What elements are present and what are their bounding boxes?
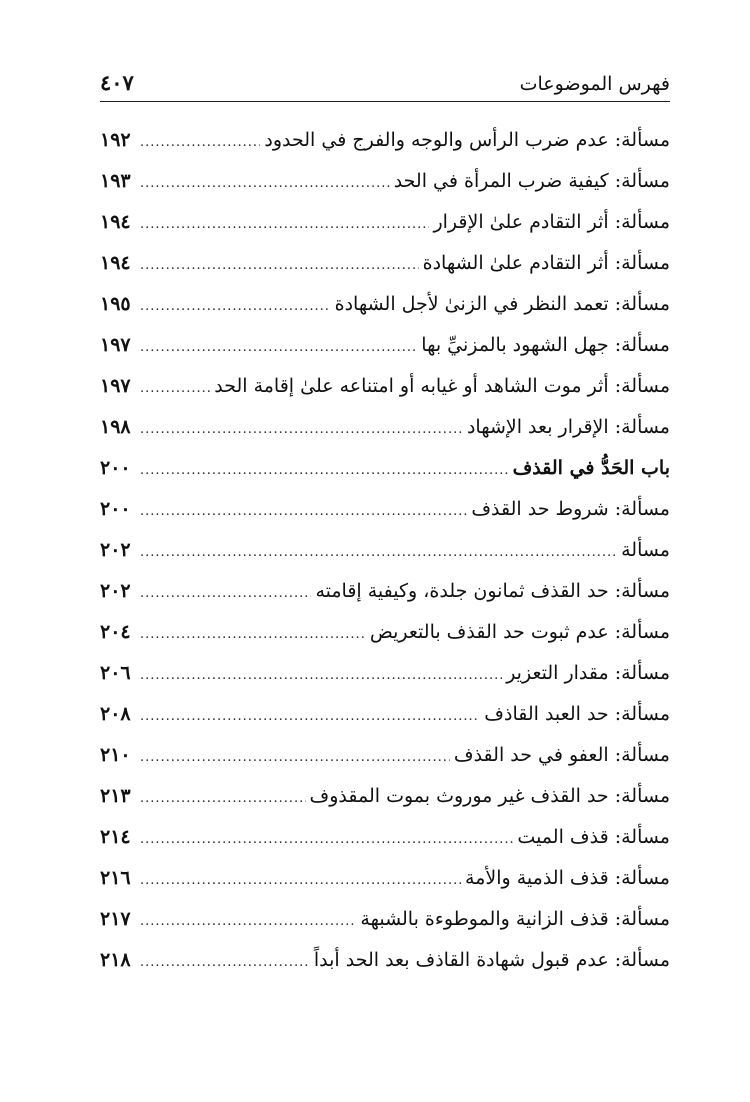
toc-entry (100, 653, 670, 694)
toc-entry (100, 243, 670, 284)
toc-entry-page: ٢٠٢ (100, 580, 131, 602)
toc-entry-title: مسألة: جهل الشهود بالمزنيِّ بها (421, 334, 670, 356)
toc-entry-title: مسألة: عدم ضرب الرأس والوجه والفرج في الحدود (264, 129, 670, 151)
toc-entry (100, 571, 670, 612)
dot-leader (140, 573, 311, 614)
toc-entry-title: باب الحَدُّ في القذف (512, 457, 670, 479)
toc-entry-page: ٢٠٠ (100, 457, 131, 479)
toc-entry-title: مسألة: عدم ثبوت حد القذف بالتعريض (369, 621, 670, 643)
toc-entry (100, 817, 670, 858)
toc-entry-title: مسألة: قذف الميت (517, 826, 670, 848)
toc-entry-page: ١٩٥ (100, 293, 131, 315)
dot-leader (140, 901, 356, 942)
toc-entry-title: مسألة: شروط حد القذف (471, 498, 670, 520)
toc-entry-page: ٢١٣ (100, 785, 131, 807)
dot-leader (140, 368, 210, 409)
toc-entry-title: مسألة: مقدار التعزير (506, 662, 670, 684)
toc-entry (100, 284, 670, 325)
toc-entry-title: مسألة (621, 539, 670, 561)
toc-entry-title: مسألة: حد القذف ثمانون جلدة، وكيفية إقامته (315, 580, 670, 602)
toc-entry-title: مسألة: العفو في حد القذف (453, 744, 670, 766)
toc-section-heading (100, 448, 670, 489)
dot-leader (140, 204, 429, 245)
dot-leader (140, 778, 306, 819)
toc-entry-title: مسألة: أثر موت الشاهد أو غيابه أو امتناعه علىٰ إقامة الحد (214, 375, 670, 397)
dot-leader (140, 819, 513, 860)
page-title: فهرس الموضوعات (519, 73, 670, 95)
dot-leader (140, 491, 467, 532)
toc-entry-page: ٢١٠ (100, 744, 131, 766)
toc-entry (100, 120, 670, 161)
dot-leader (140, 327, 417, 368)
toc-entry-title: مسألة: حد العبد القاذف (484, 703, 670, 725)
page-number: ٤٠٧ (100, 70, 134, 95)
dot-leader (140, 122, 260, 163)
toc-entry-page: ٢٠٨ (100, 703, 131, 725)
dot-leader (140, 655, 502, 696)
dot-leader (140, 450, 509, 491)
dot-leader (140, 409, 463, 450)
toc-entry (100, 858, 670, 899)
toc-entry (100, 776, 670, 817)
toc-entry-title: مسألة: كيفية ضرب المرأة في الحد (393, 170, 670, 192)
dot-leader (140, 860, 461, 901)
toc-entry-page: ٢١٤ (100, 826, 131, 848)
toc-entry-title: مسألة: أثر التقادم علىٰ الإقرار (433, 211, 670, 233)
dot-leader (140, 696, 480, 737)
toc-entry-title: مسألة: أثر التقادم علىٰ الشهادة (422, 252, 670, 274)
toc-entry (100, 161, 670, 202)
toc-entry-page: ١٩٢ (100, 129, 131, 151)
toc-entry-title: مسألة: عدم قبول شهادة القاذف بعد الحد أبداً (313, 949, 670, 971)
toc-entry-page: ٢٠٢ (100, 539, 131, 561)
toc-entry (100, 694, 670, 735)
toc-entry (100, 940, 670, 981)
toc-entry-page: ١٩٤ (100, 252, 131, 274)
toc-entry-page: ١٩٧ (100, 334, 131, 356)
toc-entry (100, 530, 670, 571)
dot-leader (140, 286, 331, 327)
toc-entry (100, 612, 670, 653)
toc-entry-page: ١٩٨ (100, 416, 131, 438)
toc-entry (100, 735, 670, 776)
dot-leader (140, 163, 390, 204)
toc-entry-page: ٢١٧ (100, 908, 131, 930)
toc-entry (100, 202, 670, 243)
table-of-contents (100, 120, 670, 981)
page-header (100, 62, 670, 102)
dot-leader (140, 614, 366, 655)
toc-entry (100, 325, 670, 366)
toc-entry-title: مسألة: تعمد النظر في الزنىٰ لأجل الشهادة (334, 293, 670, 315)
dot-leader (140, 737, 450, 778)
toc-entry-title: مسألة: الإقرار بعد الإشهاد (466, 416, 670, 438)
dot-leader (140, 245, 419, 286)
toc-entry-title: مسألة: قذف الزانية والموطوءة بالشبهة (360, 908, 670, 930)
toc-entry-page: ٢١٦ (100, 867, 131, 889)
dot-leader (140, 942, 310, 983)
toc-entry-page: ٢٠٠ (100, 498, 131, 520)
toc-entry (100, 407, 670, 448)
toc-entry (100, 899, 670, 940)
toc-entry-page: ٢١٨ (100, 949, 131, 971)
dot-leader (140, 532, 617, 573)
toc-entry-page: ٢٠٤ (100, 621, 131, 643)
toc-entry-title: مسألة: قذف الذمية والأمة (465, 867, 670, 889)
toc-entry-title: مسألة: حد القذف غير موروث بموت المقذوف (309, 785, 670, 807)
toc-entry-page: ١٩٣ (100, 170, 131, 192)
toc-entry (100, 366, 670, 407)
toc-entry-page: ١٩٤ (100, 211, 131, 233)
toc-entry-page: ١٩٧ (100, 375, 131, 397)
toc-entry (100, 489, 670, 530)
toc-entry-page: ٢٠٦ (100, 662, 131, 684)
